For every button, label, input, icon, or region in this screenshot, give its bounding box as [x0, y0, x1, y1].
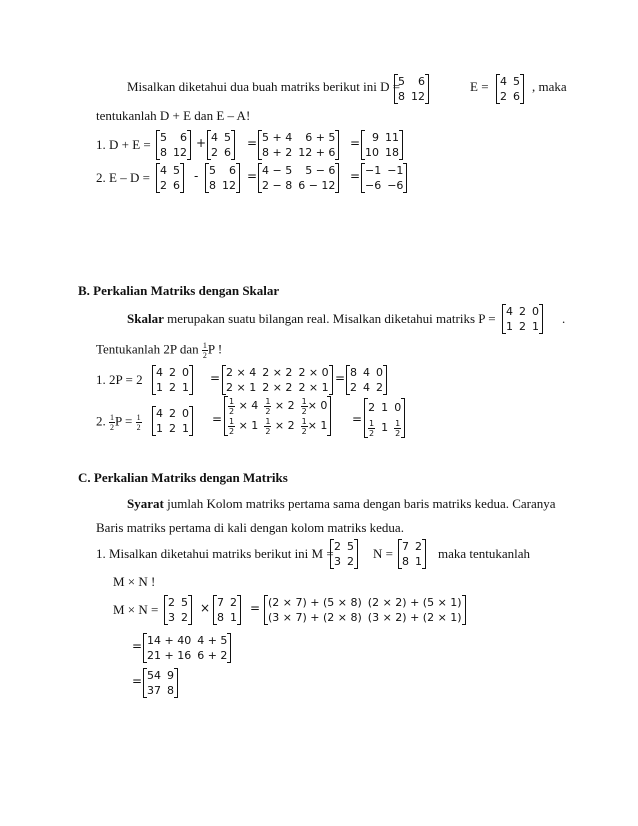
b-ex1-label: 1. 2P = 2 — [96, 372, 143, 387]
b-ex2-label: 2. $\frac{1}{2}$ P = $\frac{1}{2}$ — [96, 413, 141, 432]
ex2-matrix-a: 4 5 2 6 — [156, 163, 184, 193]
period: . — [562, 311, 566, 326]
ex2-matrix-result: −1 −1 −6 −6 — [361, 163, 407, 193]
ex2-matrix-b: 5 6 8 12 — [205, 163, 240, 193]
equals-sign: = — [132, 674, 143, 688]
section-c-heading: C. Perkalian Matriks dengan Matriks — [78, 470, 288, 485]
equals-sign: = — [350, 136, 361, 150]
mxn-matrix-expanded: (2 × 7) + (5 × 8) (2 × 2) + (5 × 1) (3 × 7) + (2 × 8) (3 × 2) + (2 × 1) — [264, 595, 466, 625]
equals-sign: = — [250, 601, 261, 615]
section-c-paragraph: jumlah Kolom matriks pertama sama dengan baris matriks kedua. Caranya — [167, 496, 556, 511]
task-line: Tentukanlah 2P dan $\frac{1}{2}$ P ! — [96, 341, 223, 360]
c-ex1-task: maka tentukanlah — [438, 546, 531, 561]
equals-sign: = — [212, 412, 223, 426]
section-b-paragraph: merupakan suatu bilangan real. Misalkan diketahui matriks P = — [167, 311, 496, 326]
matrix-N: 7 2 8 1 — [398, 539, 426, 569]
skalar-term: Skalar — [127, 311, 164, 326]
mxn-eq: M × N = — [113, 602, 159, 617]
ex1-matrix-sum: 5 + 4 6 + 5 8 + 2 12 + 6 — [258, 130, 339, 160]
equals-sign: = — [352, 412, 363, 426]
times-sign: × — [200, 601, 211, 615]
matrix-M: 2 5 3 2 — [330, 539, 358, 569]
ex2-label: 2. E – D = — [96, 170, 150, 185]
e-label: E = — [470, 79, 489, 94]
ex1-matrix-b: 4 5 2 6 — [207, 130, 235, 160]
maka-text: , maka — [532, 79, 567, 94]
equals-sign: = — [210, 371, 221, 385]
b-ex2-matrix-result: 2 1 0 $\frac{1}{2}$ 1 $\frac{1}{2}$ — [364, 398, 405, 438]
mxn-matrix-m: 2 5 3 2 — [164, 595, 192, 625]
matrix-P: 4 2 0 1 2 1 — [502, 304, 543, 334]
equals-sign: = — [350, 169, 361, 183]
minus-sign: - — [194, 169, 199, 183]
matrix-D: 5 6 8 12 — [394, 74, 429, 104]
section-b-heading: B. Perkalian Matriks dengan Skalar — [78, 283, 280, 298]
mxn-matrix-sums: 14 + 40 4 + 5 21 + 16 6 + 2 — [143, 633, 231, 663]
mxn-matrix-n: 7 2 8 1 — [213, 595, 241, 625]
ex1-matrix-result: 9 11 10 18 — [361, 130, 403, 160]
b-ex2-matrix-expanded: $\frac{1}{2}$ × 4 $\frac{1}{2}$ × 2 $\frac{1}{2}$ × 0 $\frac{1}{2}$ × 1 $\frac{1}{2}$ × 2 $\frac{1}{2}$ × 1 — [224, 396, 331, 436]
plus-sign: + — [196, 136, 207, 150]
ex1-label: 1. D + E = — [96, 137, 151, 152]
c-ex1-text: 1. Misalkan diketahui matriks berikut ini M = — [96, 546, 334, 561]
section-c-paragraph-2: Baris matriks pertama di kali dengan kolom matriks kedua. — [96, 520, 404, 535]
equals-sign: = — [335, 371, 346, 385]
matrix-E: 4 5 2 6 — [496, 74, 524, 104]
syarat-term: Syarat — [127, 496, 164, 511]
ex2-matrix-diff: 4 − 5 5 − 6 2 − 8 6 − 12 — [258, 163, 339, 193]
b-ex1-matrix-result: 8 4 0 2 4 2 — [346, 365, 387, 395]
ex1-matrix-a: 5 6 8 12 — [156, 130, 191, 160]
b-ex2-matrix-p: 4 2 0 1 2 1 — [152, 406, 193, 436]
mxn-task: M × N ! — [113, 574, 156, 589]
equals-sign: = — [247, 136, 258, 150]
equals-sign: = — [132, 639, 143, 653]
mxn-matrix-result: 54 9 37 8 — [143, 668, 178, 698]
intro-line2: tentukanlah D + E dan E – A! — [96, 108, 251, 123]
n-label: N = — [373, 546, 393, 561]
intro-line1: Misalkan diketahui dua buah matriks berikut ini D = — [127, 79, 401, 94]
b-ex1-matrix-expanded: 2 × 4 2 × 2 2 × 0 2 × 1 2 × 2 2 × 1 — [222, 365, 333, 395]
b-ex1-matrix-p: 4 2 0 1 2 1 — [152, 365, 193, 395]
equals-sign: = — [247, 169, 258, 183]
